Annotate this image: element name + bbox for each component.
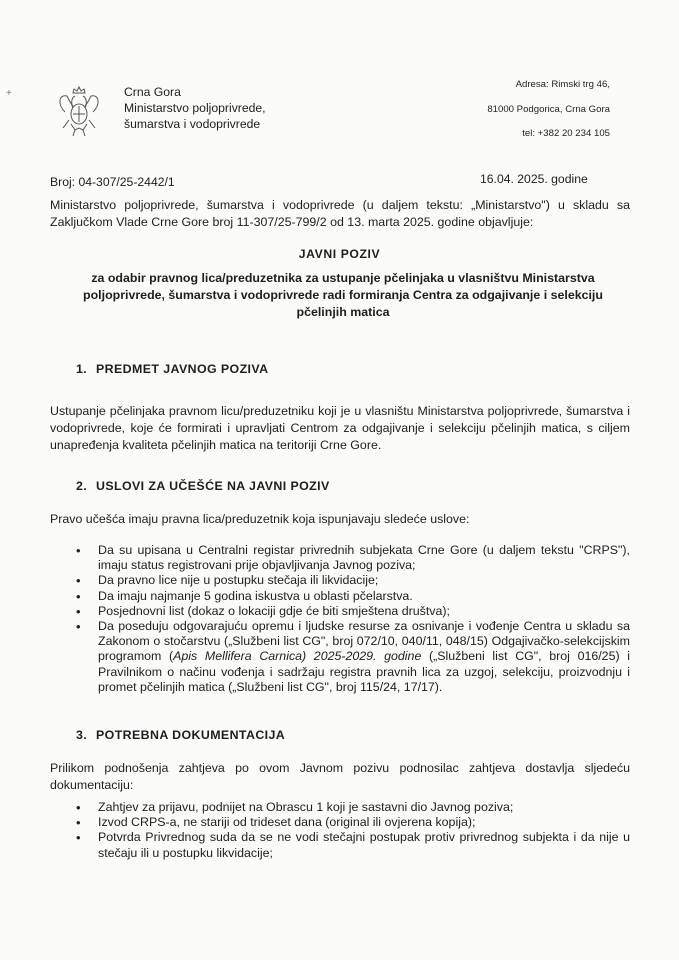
- list-item: • Da imaju najmanje 5 godina iskustva u oblasti pčelarstva.: [50, 589, 630, 604]
- section-1-text: Ustupanje pčelinjaka pravnom licu/preduzetniku koji je u vlasništu Ministarstva poljoprivrede, šumarstva i vodoprivrede, koje će formirati i upravljati Centrom za odgajivanje i selekciju pčelinjih matica, s ciljem unapređenja kvaliteta pčelinjih matica na teritoriji Crne Gore.: [50, 404, 630, 452]
- ministry-name-line2: šumarstva i vodoprivrede: [124, 117, 261, 131]
- section-1-heading: [76, 362, 268, 376]
- item-text: Da poseduju odgovarajuću opremu i ljudske resurse za osnivanje i vođenje Centra u skladu sa Zakonom o stočarstvu („Službeni list CG", broj 072/10, 040/11, 048/15) Odgajivačko-selekcijskim programom (: [98, 619, 630, 664]
- section-number: 2.: [76, 479, 88, 493]
- documentation-list: [50, 800, 630, 861]
- document-title: JAVNI POZIV: [298, 247, 381, 261]
- document-date: 16.04. 2025. godine: [480, 172, 588, 186]
- section-number: 3.: [76, 728, 88, 742]
- section-title: USLOVI ZA UČEŠĆE NA JAVNI POZIV: [96, 479, 330, 493]
- document-number: Broj: 04-307/25-2442/1: [50, 175, 175, 189]
- list-item: • Da pravno lice nije u postupku stečaja ili likvidacije;: [50, 573, 630, 588]
- list-item: • Da su upisana u Centralni registar privrednih subjekata Crne Gore (u daljem tekstu "CRPS"), imaju status registrovani prije objavljivanja Javnog poziva;: [50, 543, 630, 573]
- intro-paragraph: Ministarstvo poljoprivrede, šumarstva i vodoprivrede (u daljem tekstu: „Ministarstvo") u skladu sa Zaključkom Vlade Crne Gore broj 11-307/25-799/2 od 13. marta 2025. godine objavljuje:: [50, 198, 630, 229]
- address-line: Adresa: Rimski trg 46,: [515, 79, 610, 90]
- section-2-heading: [76, 479, 330, 493]
- phone-line: tel: +382 20 234 105: [522, 128, 610, 139]
- item-italic-text: Apis Mellifera Carnica) 2025-2029. godine: [173, 649, 422, 664]
- section-3-text: Prilikom podnošenja zahtjeva po ovom Javnom pozivu podnosilac zahtjeva dostavlja sljedeću dokumentaciju:: [50, 761, 630, 792]
- ministry-name-line1: Ministarstvo poljoprivrede,: [124, 101, 266, 115]
- ministry-header: [124, 84, 266, 132]
- section-number: 1.: [76, 362, 88, 376]
- list-item: [50, 619, 630, 695]
- city-line: 81000 Podgorica, Crna Gora: [487, 103, 610, 115]
- section-3-heading: [76, 728, 285, 742]
- list-item: • Potvrda Privrednog suda da se ne vodi stečajni postupak protiv privrednog subjekta i da nije u stečaju ili u postupku likvidacije;: [50, 830, 630, 860]
- document-subtitle: za odabir pravnog lica/preduzetnika za ustupanje pčelinjaka u vlasništvu Ministarstva poljoprivrede, šumarstva i vodoprivrede radi formiranja Centra za odgajivanje i selekciju pčelinjih matica: [83, 271, 603, 319]
- list-item: • Zahtjev za prijavu, podnijet na Obrascu 1 koji je sastavni dio Javnog poziva;: [50, 800, 630, 815]
- section-title: POTREBNA DOKUMENTACIJA: [96, 728, 286, 742]
- contact-block: [470, 73, 610, 147]
- conditions-list: [50, 543, 630, 695]
- section-title: PREDMET JAVNOG POZIVA: [96, 362, 269, 376]
- coat-of-arms-icon: [55, 84, 103, 140]
- margin-mark: +: [6, 88, 12, 99]
- country-name: Crna Gora: [124, 85, 181, 99]
- item-text: („Službeni list CG", broj 016/25) i Pravilnikom o načinu vođenja i sadržaju registra pravnih lica za uzgoj, selekciju, proizvodnju i promet pčelinjih matica („Službeni list CG", broj 115/24, 17/17).: [98, 649, 630, 694]
- section-2-text: Pravo učešća imaju pravna lica/preduzetnik koja ispunjavaju sledeće uslove:: [50, 512, 470, 526]
- list-item: • Izvod CRPS-a, ne stariji od trideset dana (original ili ovjerena kopija);: [50, 815, 630, 830]
- list-item: • Posjednovni list (dokaz o lokaciji gdje će biti smještena društva);: [50, 604, 630, 619]
